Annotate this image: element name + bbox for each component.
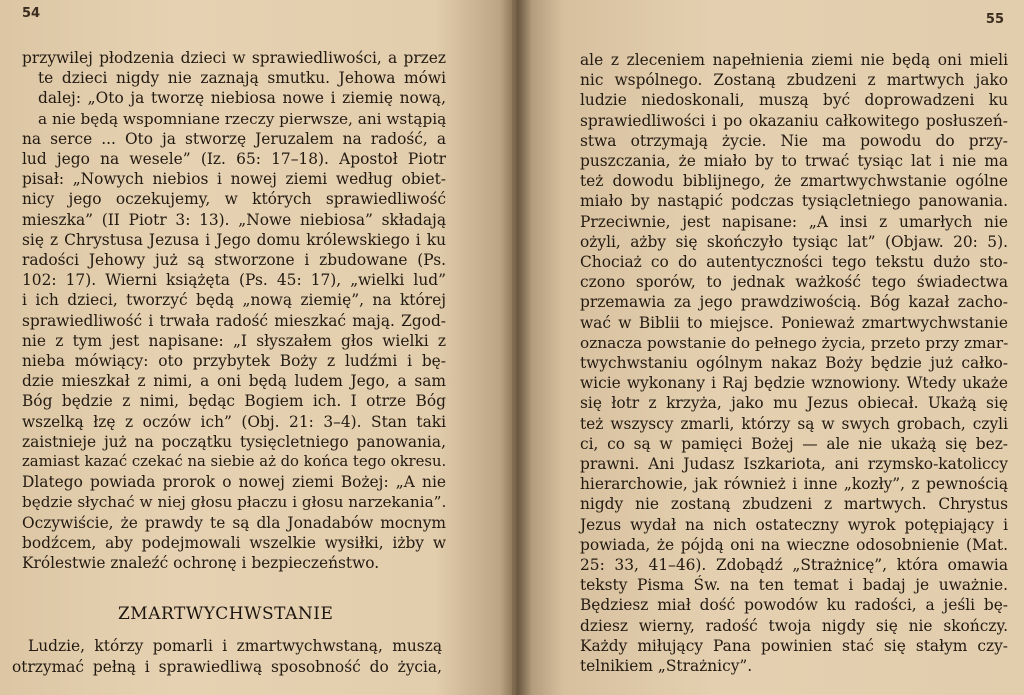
text-line: telnikiem „Strażnicy”. xyxy=(580,657,753,676)
text-line: sprawiedliwość i trwała radość mieszkać mają. Zgod- xyxy=(22,311,446,330)
text-line: Przeciwnie, jest napisane: „A insi z umarłych nie xyxy=(580,212,1008,231)
right-page xyxy=(512,0,1024,695)
text-line: przywilej płodzenia dzieci w sprawiedliwości, a przez xyxy=(22,49,446,67)
text-line: ci, co są w pamięci Bożej — ale nie ukażą się bez- xyxy=(580,434,1008,453)
text-line: wszelką łzę z oczów ich” (Obj. 21: 3–4). Stan taki xyxy=(22,412,446,431)
text-line: Oczywiście, że prawdy te są dla Jonadabów mocnym xyxy=(22,513,446,532)
text-line: zaistnieje już na początku tysięcletniego panowania, xyxy=(22,432,446,451)
text-line: hierarchowie, jak również i inne „kozły”, z pewnością xyxy=(580,475,1008,494)
right-page-body xyxy=(580,50,1008,676)
text-line: ale z zleceniem napełnienia ziemi nie będą oni mieli xyxy=(580,51,1008,69)
text-line: ożyli, ażby się skończyło tysiąc lat” (Objaw. 20: 5). xyxy=(580,232,1008,251)
page-number-right: 55 xyxy=(985,12,1004,27)
text-line: wać w Biblii to miejsce. Ponieważ zmartwychwstanie xyxy=(580,313,1008,332)
text-line: nicy jego oczekujemy, w których sprawiedliwość xyxy=(22,190,446,209)
text-line: i ich dzieci, tworzyć będą „nową ziemię”, na której xyxy=(22,291,446,310)
text-line: zamiast kazać czekać na siebie aż do końca tego okresu. xyxy=(22,453,447,471)
text-line: mieszka” (II Piotr 3: 13). „Nowe niebiosa” składają xyxy=(22,210,446,229)
text-line: dzie mieszkał z nimi, a oni będą ludem Jego, a sam xyxy=(22,372,446,391)
text-line: dalej: „Oto ja tworzę niebiosa nowe i ziemię nową, xyxy=(38,89,446,108)
text-line: ludzie niedoskonali, muszą być doprowadzeni ku xyxy=(580,91,1008,110)
text-line: też dowodu biblijnego, że zmartwychwstanie ogólne xyxy=(580,172,1008,191)
text-line: Ludzie, którzy pomarli i zmartwychwstaną, muszą xyxy=(28,637,442,655)
text-line: wicie wykonany i Raj będzie wznowiony. Wtedy ukaże xyxy=(580,374,1008,393)
section-body xyxy=(12,636,442,678)
text-line: nigdy nie zostaną zbudzeni z martwych. Chrystus xyxy=(580,495,1008,514)
left-page-body xyxy=(22,48,446,573)
text-line: Bóg będzie z nimi, będąc Bogiem ich. I otrze Bóg xyxy=(22,392,446,411)
text-line: nieba mówiący: oto przybytek Boży z ludźmi i bę- xyxy=(22,352,446,371)
text-line: czono sporów, to jednak ważkość tego świadectwa xyxy=(580,273,1008,292)
text-line: powiada, że pójdą oni na wieczne odosobnienie (Mat. xyxy=(580,535,1008,554)
text-line: radości Jehowy już są stworzone i zbudowane (Ps. xyxy=(22,251,446,270)
text-line: oznacza powstanie do pełnego życia, przeto przy zmar- xyxy=(580,333,1009,352)
text-line: Chociaż co do autentyczności tego tekstu dużo sto- xyxy=(580,253,1008,272)
section-heading: ZMARTWYCHWSTANIE xyxy=(118,604,334,624)
text-line: miało by nastąpić podczas tysiącletniego panowania. xyxy=(580,192,1008,211)
text-line: teksty Pisma Św. na ten temat i badaj je uważnie. xyxy=(580,576,1008,595)
text-line: otrzymać pełną i sprawiedliwą sposobność do życia, xyxy=(12,658,442,676)
text-line: też wszyscy zmarli, którzy są w swych grobach, czyli xyxy=(580,414,1008,433)
text-line: twychwstaniu ogólnym nakaz Boży będzie już całko- xyxy=(580,354,1008,373)
text-line: 25: 33, 41–46). Zdobądź „Strażnicę”, która omawia xyxy=(580,556,1008,575)
text-line: nie z tym jest napisane: „I słyszałem głos wielki z xyxy=(22,331,446,350)
text-line: Każdy miłujący Pana powinien stać się stałym czy- xyxy=(580,636,1008,655)
text-line: stwa otrzymają życie. Nie ma powodu do przy- xyxy=(580,131,1008,150)
text-line: na serce ... Oto ja stworzę Jeruzalem na radość, a xyxy=(22,129,446,148)
text-line: Jezus wydał na nich ostateczny wyrok potępiający i xyxy=(580,515,1008,534)
text-line: przemawia za jego prawdziwością. Bóg kazał zacho- xyxy=(580,293,1008,312)
text-line: te dzieci nigdy nie zaznają smutku. Jehowa mówi xyxy=(38,69,446,88)
text-line: sprawiedliwości i po okazaniu całkowitego posłuszeń- xyxy=(580,111,1008,130)
text-line: lud jego na wesele” (Iz. 65: 17–18). Apostoł Piotr xyxy=(22,150,446,169)
text-line: dziesz wierny, radość twoja nigdy się nie skończy. xyxy=(580,616,1008,635)
text-line: 102: 17). Wierni książęta (Ps. 45: 17), „wielki lud” xyxy=(22,271,446,290)
text-line: prawni. Ani Judasz Iszkariota, ani rzymsko-katoliccy xyxy=(580,455,1008,474)
text-line: się z Chrystusa Jezusa i Jego domu królewskiego i ku xyxy=(22,230,446,249)
page-number-left: 54 xyxy=(22,6,41,21)
text-line: Będziesz miał dość powodów ku radości, a jeśli bę- xyxy=(580,596,1008,615)
text-line: się łotr z krzyża, jako mu Jezus obiecał. Ukażą się xyxy=(580,394,1008,413)
text-line: nic wspólnego. Zostaną zbudzeni z martwych jako xyxy=(580,71,1008,90)
text-line: Królestwie znaleźć ochronę i bezpieczeństwo. xyxy=(22,554,380,573)
text-line: pisał: „Nowych niebios i nowej ziemi według obiet- xyxy=(22,170,446,189)
text-line: bodźcem, aby podejmowali wszelkie wysiłki, iżby w xyxy=(22,533,446,552)
text-line: będzie słychać w niej głosu płaczu i głosu narzekania”. xyxy=(22,493,447,512)
text-line: Dlatego powiada prorok o nowej ziemi Bożej: „A nie xyxy=(22,473,446,492)
text-line: a nie będą wspomniane rzeczy pierwsze, ani wstąpią xyxy=(38,109,447,128)
text-line: puszczania, że miało by to trwać tysiąc lat i nie ma xyxy=(580,152,1008,171)
